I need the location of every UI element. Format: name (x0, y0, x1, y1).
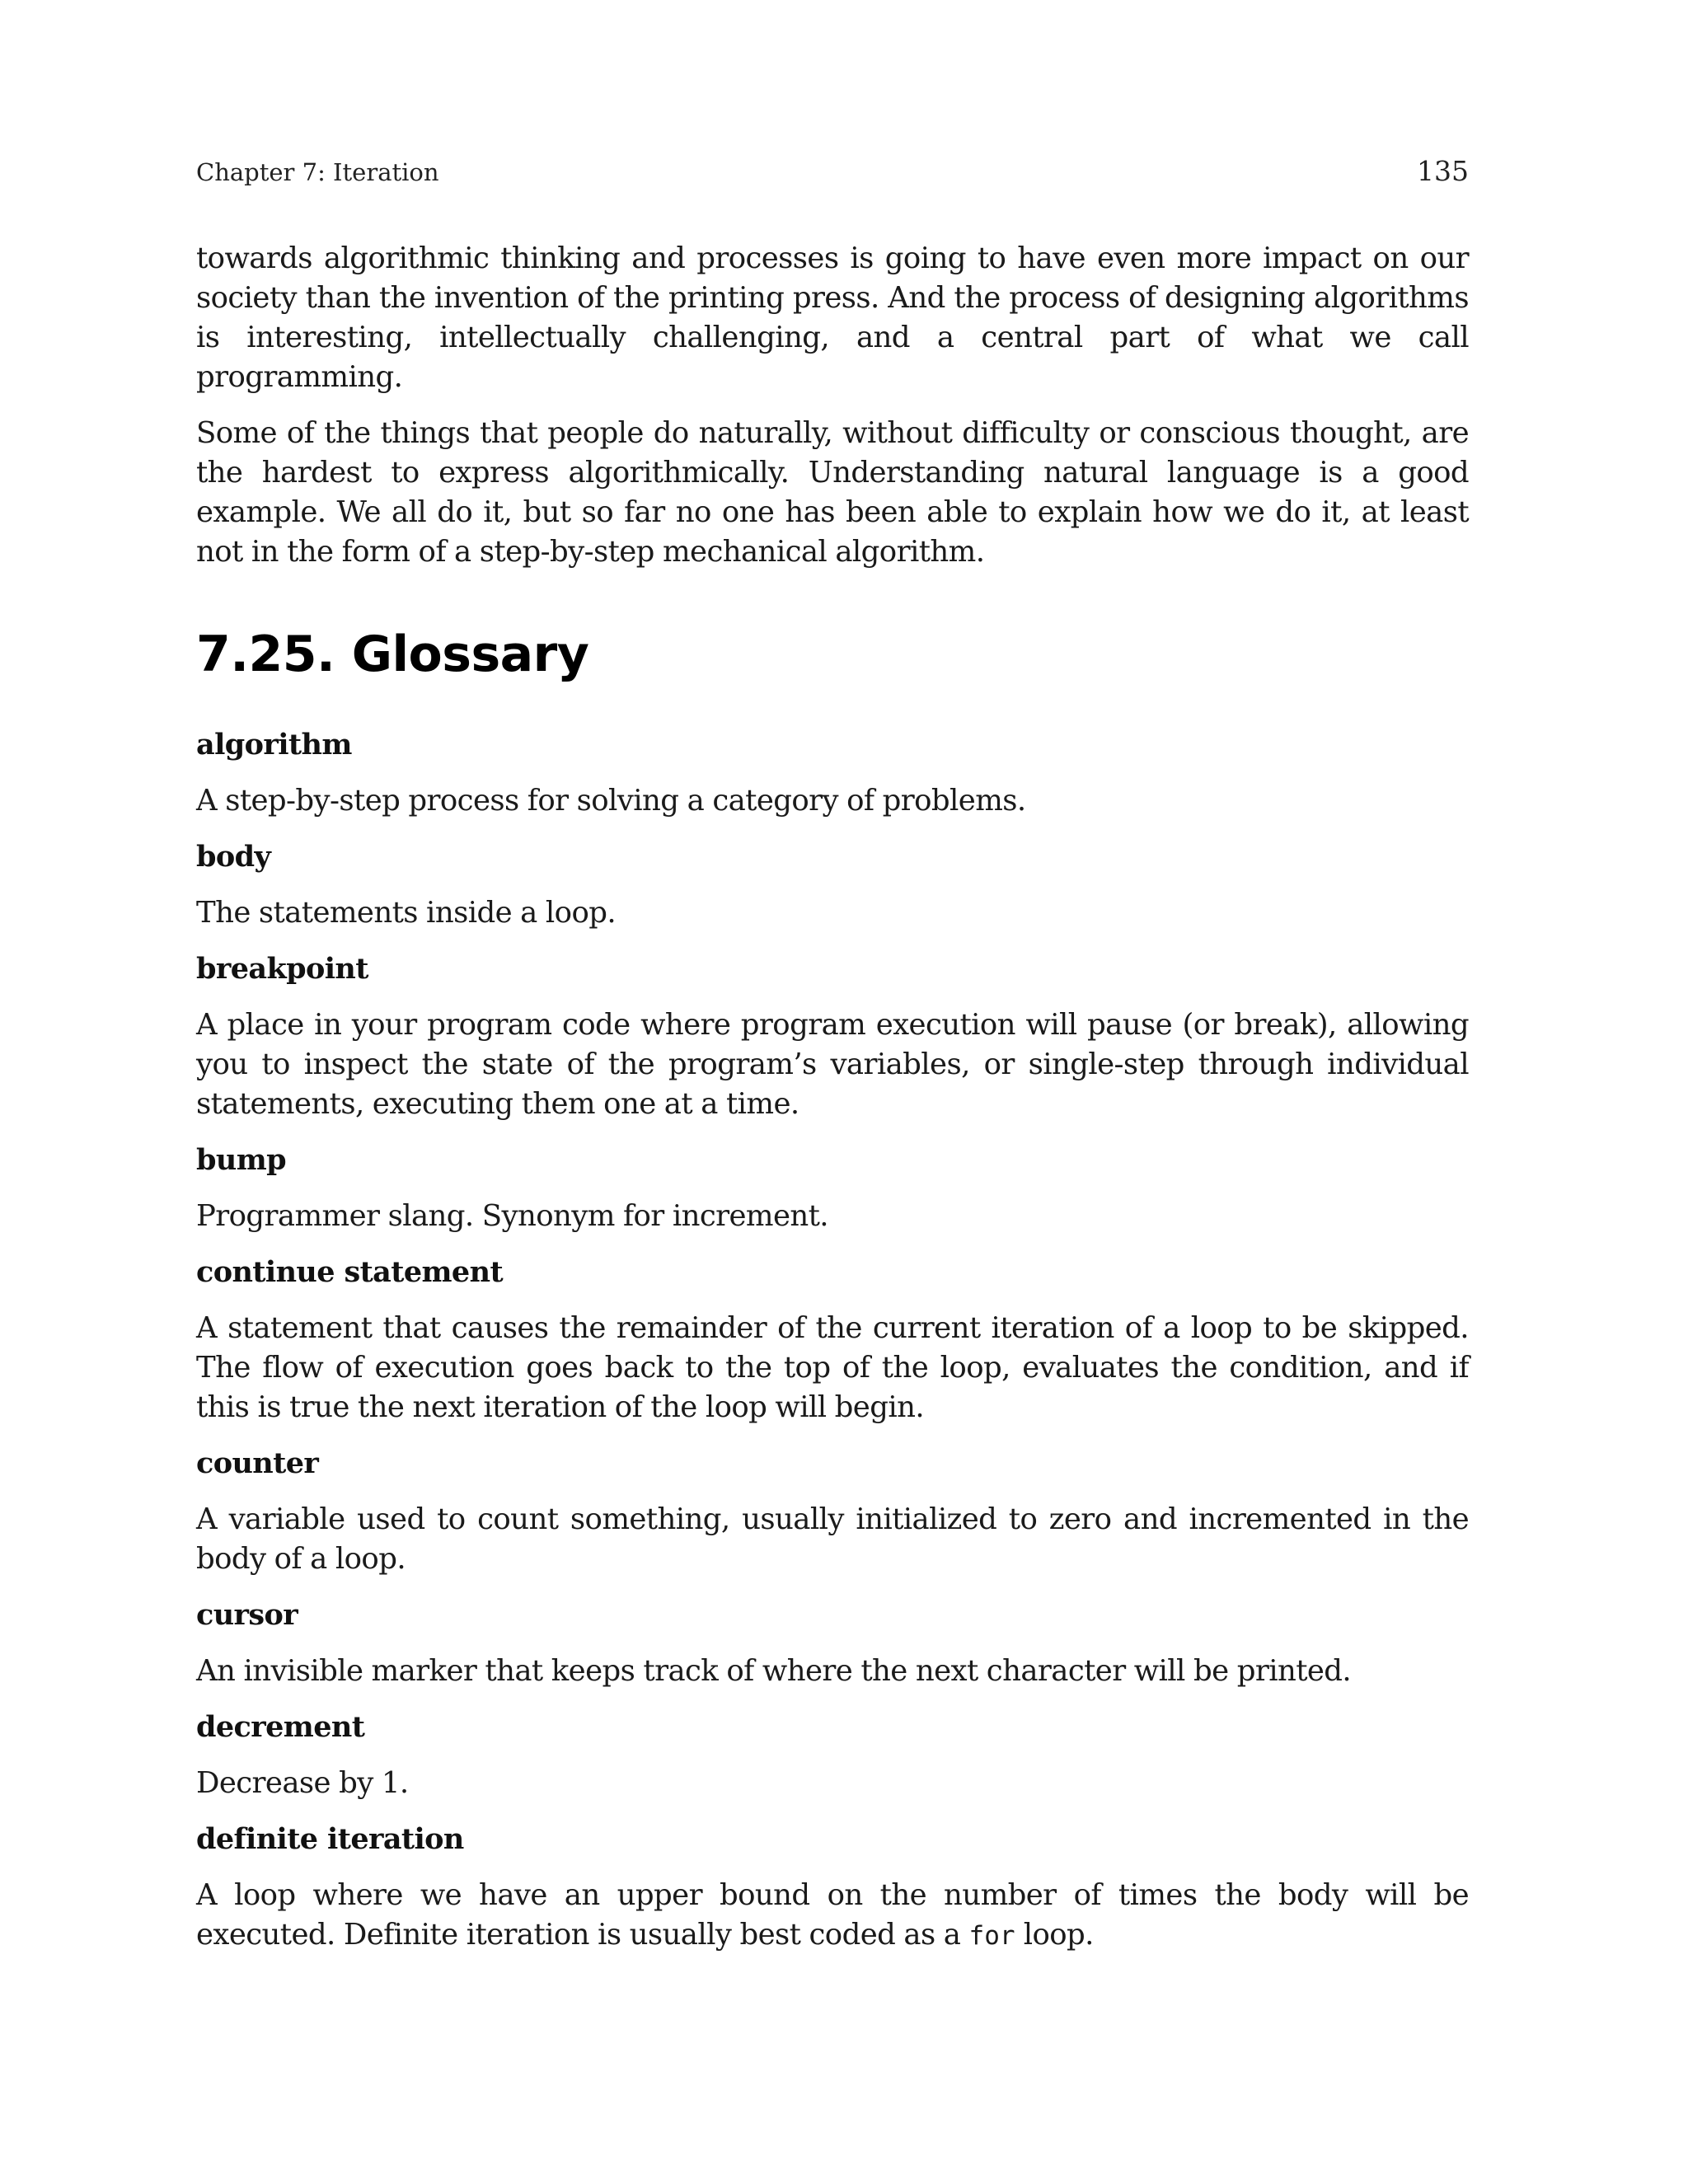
glossary-list (196, 725, 1469, 1956)
glossary-definition (196, 1876, 1469, 1956)
glossary-entry-definite-iteration (196, 1820, 1469, 1956)
glossary-term: continue statement (196, 1255, 504, 1289)
glossary-definition: A step-by-step process for solving a category of problems. (196, 784, 1026, 818)
glossary-entry-counter (196, 1444, 1469, 1579)
inline-code: for (968, 1921, 1015, 1951)
glossary-term: decrement (196, 1710, 365, 1744)
glossary-definition: A place in your program code where program execution will pause (or break), allowing you to inspect the state of the program’s variables, or single-step through individual statements, executing them one at a time. (196, 1008, 1469, 1121)
glossary-term: body (196, 840, 271, 874)
page-number: 135 (1417, 155, 1469, 187)
glossary-definition: A variable used to count something, usually initialized to zero and incremented in the body of a loop. (196, 1502, 1469, 1576)
glossary-term: bump (196, 1143, 287, 1177)
chapter-title: Chapter 7: Iteration (196, 158, 439, 186)
glossary-definition: A statement that causes the remainder of the current iteration of a loop to be skipped. The flow of execution goes back to the top of the loop, evaluates the condition, and if this is true the next iteration of the loop will begin. (196, 1311, 1469, 1424)
glossary-entry-bump (196, 1141, 1469, 1236)
glossary-definition: The statements inside a loop. (196, 896, 617, 930)
glossary-entry-continue-statement (196, 1253, 1469, 1427)
page-content (196, 239, 1469, 1972)
glossary-entry-algorithm (196, 725, 1469, 821)
glossary-definition: Programmer slang. Synonym for increment. (196, 1199, 828, 1233)
glossary-term: algorithm (196, 728, 352, 762)
glossary-entry-cursor (196, 1596, 1469, 1691)
intro-paragraph-1: towards algorithmic thinking and processes is going to have even more impact on our society than the invention of the printing press. And the process of designing algorithms is interesting, intellectually challenging, and a central part of what we call programming. (196, 241, 1469, 394)
glossary-term: definite iteration (196, 1822, 464, 1856)
glossary-entry-breakpoint (196, 949, 1469, 1124)
section-heading: 7.25. Glossary (196, 626, 589, 683)
glossary-entry-body (196, 837, 1469, 933)
definition-text: A loop where we have an upper bound on the number of times the body will be executed. Definite iteration is usually best coded as a (196, 1878, 1469, 1952)
intro-paragraph-2: Some of the things that people do naturally, without difficulty or conscious thought, are the hardest to express algorithmically. Understanding natural language is a good example. We all do it, but so far no one has been able to explain how we do it, at least not in the form of a step-by-step mechanical algorithm. (196, 416, 1469, 569)
glossary-term: breakpoint (196, 952, 368, 986)
definition-text: loop. (1015, 1918, 1094, 1952)
glossary-entry-decrement (196, 1708, 1469, 1803)
glossary-definition: Decrease by 1. (196, 1766, 409, 1800)
glossary-term: cursor (196, 1598, 298, 1632)
running-header (196, 155, 1469, 188)
glossary-term: counter (196, 1446, 319, 1480)
glossary-definition: An invisible marker that keeps track of where the next character will be printed. (196, 1654, 1352, 1688)
